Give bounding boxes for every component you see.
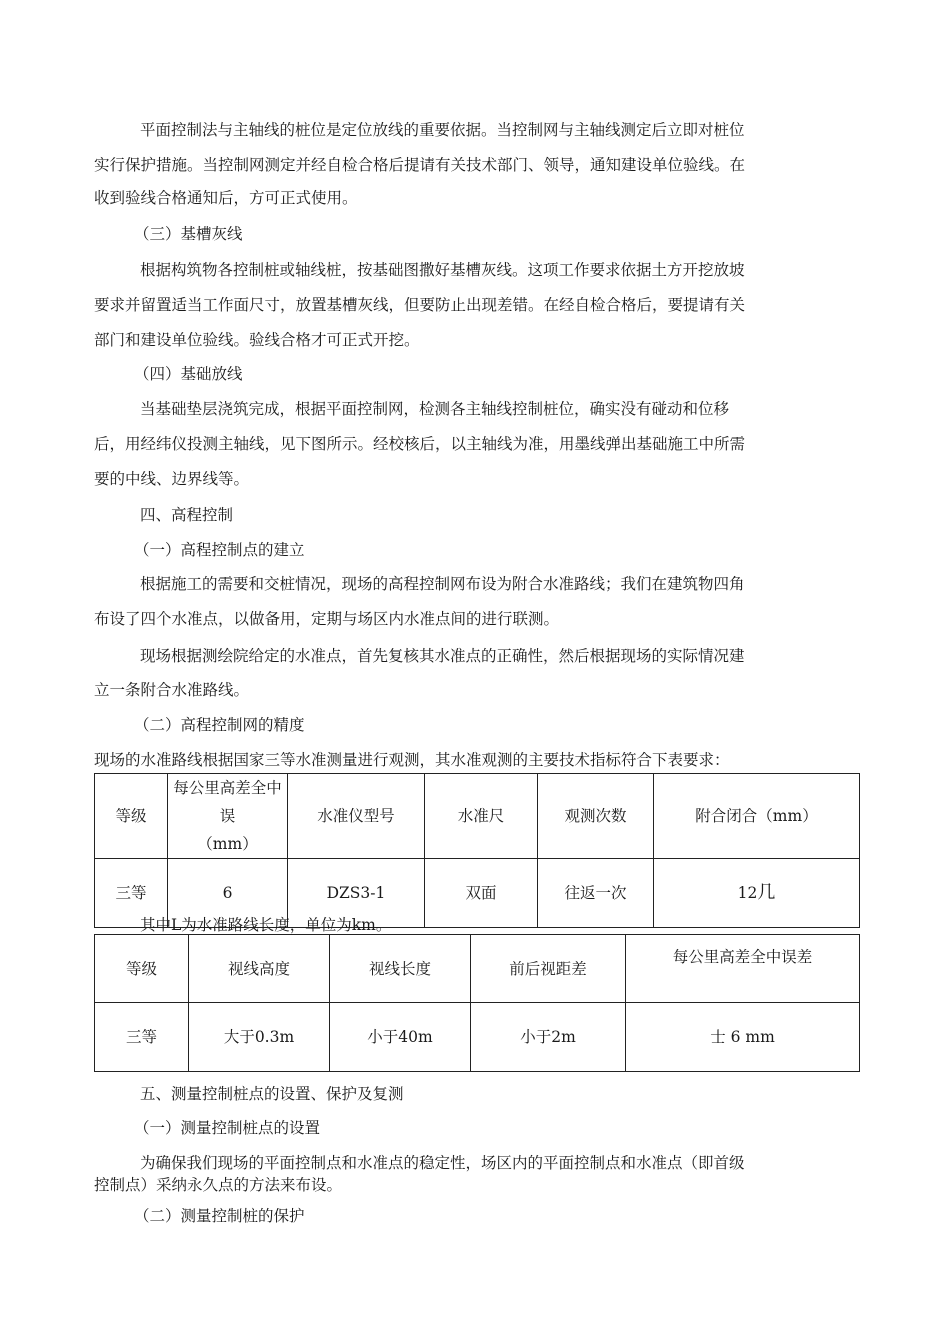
- cell-grade: 三等: [95, 1003, 189, 1072]
- section-heading: 五、测量控制桩点的设置、保护及复测: [140, 1085, 404, 1103]
- paragraph-line: 当基础垫层浇筑完成，根据平面控制网，检测各主轴线控制桩位，确实没有碰动和位移: [140, 400, 730, 418]
- paragraph-line: 现场根据测绘院给定的水准点，首先复核其水准点的正确性，然后根据现场的实际情况建: [140, 647, 745, 665]
- section-heading: （一）测量控制桩点的设置: [134, 1119, 321, 1137]
- cell-sight-length: 小于40m: [330, 1003, 471, 1072]
- paragraph-line: 布设了四个水准点，以做备用，定期与场区内水准点间的进行联测。: [94, 610, 560, 628]
- header-grade: 等级: [95, 935, 189, 1003]
- section-heading: （二）高程控制网的精度: [134, 716, 305, 734]
- sight-spec-table: [94, 934, 860, 1072]
- header-distance-diff: 前后视距差: [471, 935, 626, 1003]
- paragraph-line: 要求并留置适当工作面尺寸，放置基槽灰线，但要防止出现差错。在经自检合格后，要提请有关: [94, 296, 746, 314]
- cell-sight-height: 大于0.3m: [189, 1003, 330, 1072]
- header-closure: 附合闭合（mm）: [654, 774, 860, 859]
- cell-rod: 双面: [425, 859, 538, 928]
- paragraph-line: 部门和建设单位验线。验线合格才可正式开挖。: [94, 331, 420, 349]
- header-observations: 观测次数: [538, 774, 654, 859]
- cell-error: 6: [168, 859, 288, 928]
- cell-instrument: DZS3-1: [288, 859, 425, 928]
- paragraph-line: 为确保我们现场的平面控制点和水准点的稳定性，场区内的平面控制点和水准点（即首级: [140, 1154, 745, 1172]
- paragraph-line: 收到验线合格通知后，方可正式使用。: [94, 189, 358, 207]
- paragraph-line: 控制点）采纳永久点的方法来布设。: [94, 1176, 343, 1194]
- paragraph-line: 后，用经纬仪投测主轴线，见下图所示。经校核后，以主轴线为准，用墨线弹出基础施工中所需: [94, 435, 746, 453]
- header-error: 每公里高差全中误差: [626, 935, 860, 1003]
- header-rod: 水准尺: [425, 774, 538, 859]
- header-error-line2: （mm）: [197, 835, 258, 853]
- section-heading: 四、高程控制: [140, 506, 234, 524]
- paragraph-line: 立一条附合水准路线。: [94, 681, 250, 699]
- section-heading: （三）基槽灰线: [134, 225, 243, 243]
- header-sight-length: 视线长度: [330, 935, 471, 1003]
- header-error: [168, 774, 288, 859]
- closure-number: 12: [737, 884, 758, 902]
- section-heading: （一）高程控制点的建立: [134, 541, 305, 559]
- paragraph-line: 根据施工的需要和交桩情况，现场的高程控制网布设为附合水准路线；我们在建筑物四角: [140, 575, 745, 593]
- section-heading: （四）基础放线: [134, 365, 243, 383]
- cell-distance-diff: 小于2m: [471, 1003, 626, 1072]
- header-sight-height: 视线高度: [189, 935, 330, 1003]
- section-heading: （二）测量控制桩的保护: [134, 1207, 305, 1225]
- paragraph-line: 现场的水准路线根据国家三等水准测量进行观测，其水准观测的主要技术指标符合下表要求：: [94, 751, 730, 769]
- closure-symbol: 几: [757, 882, 776, 903]
- paragraph-line: 要的中线、边界线等。: [94, 470, 250, 488]
- header-instrument: 水准仪型号: [288, 774, 425, 859]
- cell-error: 士 6 mm: [626, 1003, 860, 1072]
- paragraph-line: 平面控制法与主轴线的桩位是定位放线的重要依据。当控制网与主轴线测定后立即对桩位: [140, 121, 745, 139]
- header-grade: 等级: [95, 774, 168, 859]
- cell-closure: [654, 859, 860, 928]
- cell-observations: 往返一次: [538, 859, 654, 928]
- paragraph-line: 根据构筑物各控制桩或轴线桩，按基础图撒好基槽灰线。这项工作要求依据土方开挖放坡: [140, 261, 745, 279]
- table-note: 其中L为水准路线长度，单位为km。: [140, 916, 392, 934]
- cell-grade: 三等: [95, 859, 168, 928]
- leveling-spec-table: [94, 773, 860, 928]
- paragraph-line: 实行保护措施。当控制网测定并经自检合格后提请有关技术部门、领导，通知建设单位验线。在: [94, 156, 746, 174]
- header-error-line1: 每公里高差全中误: [173, 779, 282, 825]
